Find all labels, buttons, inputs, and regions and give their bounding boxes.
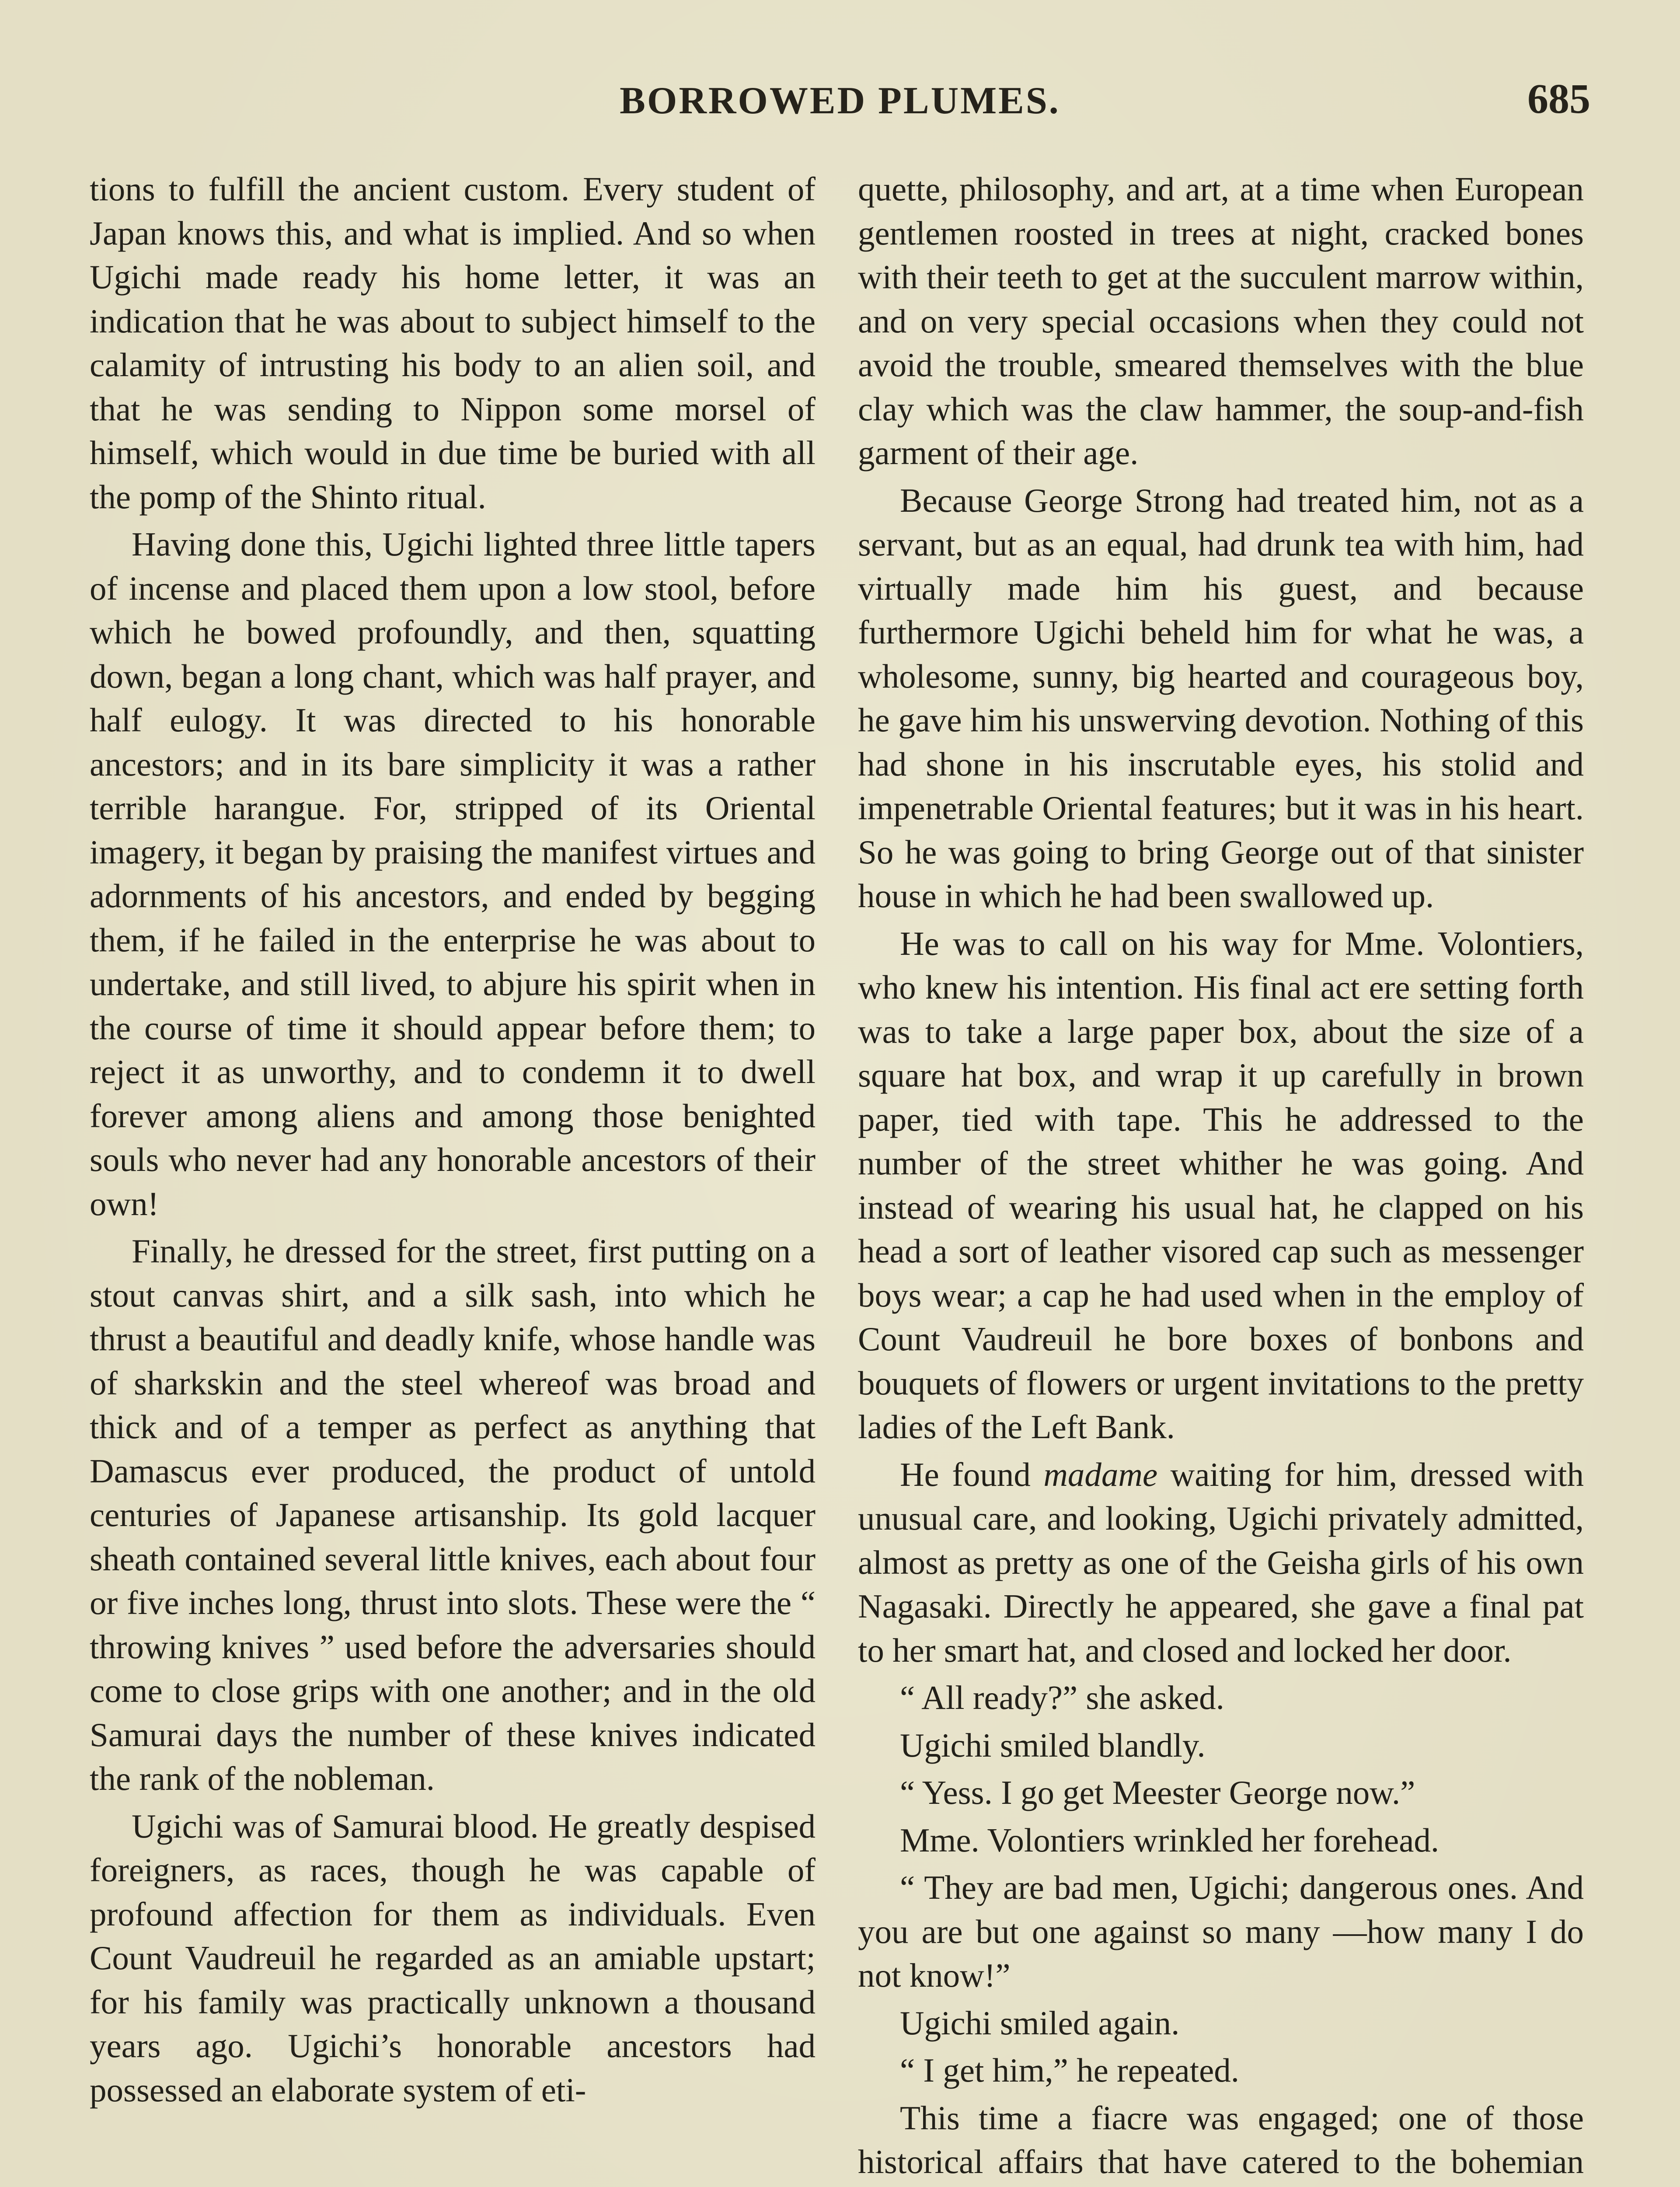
paragraph: He was to call on his way for Mme. Volontiers, who knew his intention. His final act ere setting forth was to take a large paper box, about the size of a square hat box, and wrap it up carefully in brown paper, tied with tape. This he addressed to the number of the street whither he was going. And instead of wearing his usual hat, he clapped on his head a sort of leather visored cap such as messenger boys wear; a cap he had used when in the employ of Count Vaudreuil he bore boxes of bonbons and bouquets of flowers or urgent invitations to the pretty ladies of the Left Bank. bbox=[858, 924, 1584, 1446]
page-number: 685 bbox=[1527, 75, 1590, 122]
paragraph: quette, philosophy, and art, at a time when European gentlemen roosted in trees at night, cracked bones with their teeth to get at the succulent marrow within, and on very special occasions when they could not avoid the trouble, smeared themselves with the blue clay which was the claw hammer, the soup-and-fish garment of their age. bbox=[858, 170, 1584, 472]
dialogue-line: “ I get him,” he repeated. bbox=[900, 2051, 1240, 2089]
paragraph bbox=[858, 1453, 1584, 1673]
dialogue-line: Ugichi smiled again. bbox=[900, 2004, 1180, 2042]
dialogue-line: “ All ready?” she asked. bbox=[900, 1679, 1224, 1716]
paragraph: This time a fiacre was engaged; one of those historical affairs that have catered to the bohemian bbox=[858, 2099, 1584, 2180]
paragraph-text-end: waiting for him, dressed with unusual care, and looking, Ugichi privately admitted, almost as pretty as one of the Geisha girls of his own Nagasaki. Directly he appeared, she gave a final pat to her smart hat, and closed and locked her door. bbox=[858, 1455, 1584, 1669]
italic-word: madame bbox=[1043, 1455, 1158, 1493]
paragraph: Ugichi was of Samurai blood. He greatly despised foreigners, as races, though he was capable of profound affection for them as individuals. Even Count Vaudreuil he regarded as an amiable upstart; for his family was practically unknown a thousand years ago. Ugichi’s honorable ancestors had possessed an elaborate system of eti- bbox=[90, 1807, 816, 2109]
paragraph: tions to fulfill the ancient custom. Every student of Japan knows this, and what is implied. And so when Ugichi made ready his home letter, it was an indication that he was about to subject himself to the calamity of intrusting his body to an alien soil, and that he was sending to Nippon some morsel of himself, which would in due time be buried with all the pomp of the Shinto ritual. bbox=[90, 170, 816, 516]
left-column bbox=[90, 167, 816, 2112]
paragraph: Finally, he dressed for the street, first putting on a stout canvas shirt, and a silk sash, into which he thrust a beautiful and deadly knife, whose handle was of sharkskin and the steel whereof was broad and thick and of a temper as perfect as anything that Damascus ever produced, the product of untold centuries of Japanese artisanship. Its gold lacquer sheath contained several little knives, each about four or five inches long, thrust into slots. These were the “ throwing knives ” used before the adversaries should come to close grips with one another; and in the old Samurai days the number of these knives indicated the rank of the nobleman. bbox=[90, 1232, 816, 1797]
dialogue-line: Mme. Volontiers wrinkled her forehead. bbox=[900, 1821, 1440, 1859]
dialogue-line: “ They are bad men, Ugichi; dangerous ones. And you are but one against so many —how many I do not know!” bbox=[858, 1869, 1584, 1994]
right-column bbox=[858, 167, 1584, 2187]
paragraph-text-start: He found bbox=[900, 1455, 1044, 1493]
dialogue-line: “ Yess. I go get Meester George now.” bbox=[900, 1774, 1415, 1811]
paragraph: Because George Strong had treated him, not as a servant, but as an equal, had drunk tea with him, had virtually made him his guest, and because furthermore Ugichi beheld him for what he was, a wholesome, sunny, big hearted and courageous boy, he gave him his unswerving devotion. Nothing of this had shone in his inscrutable eyes, his stolid and impenetrable Oriental features; but it was in his heart. So he was going to bring George out of that sinister house in which he had been swallowed up. bbox=[858, 481, 1584, 915]
paragraph: Having done this, Ugichi lighted three little tapers of incense and placed them upon a low stool, before which he bowed profoundly, and then, squatting down, began a long chant, which was half prayer, and half eulogy. It was directed to his honorable ancestors; and in its bare simplicity it was a rather terrible harangue. For, stripped of its Oriental imagery, it began by praising the manifest virtues and adornments of his ancestors, and ended by begging them, if he failed in the enterprise he was about to undertake, and still lived, to abjure his spirit when in the course of time it should appear before them; to reject it as unworthy, and to condemn it to dwell forever among aliens and among those benighted souls who never had any honorable ancestors of their own! bbox=[90, 525, 816, 1223]
dialogue-line: Ugichi smiled blandly. bbox=[900, 1726, 1206, 1764]
running-title: BORROWED PLUMES. bbox=[620, 80, 1060, 122]
